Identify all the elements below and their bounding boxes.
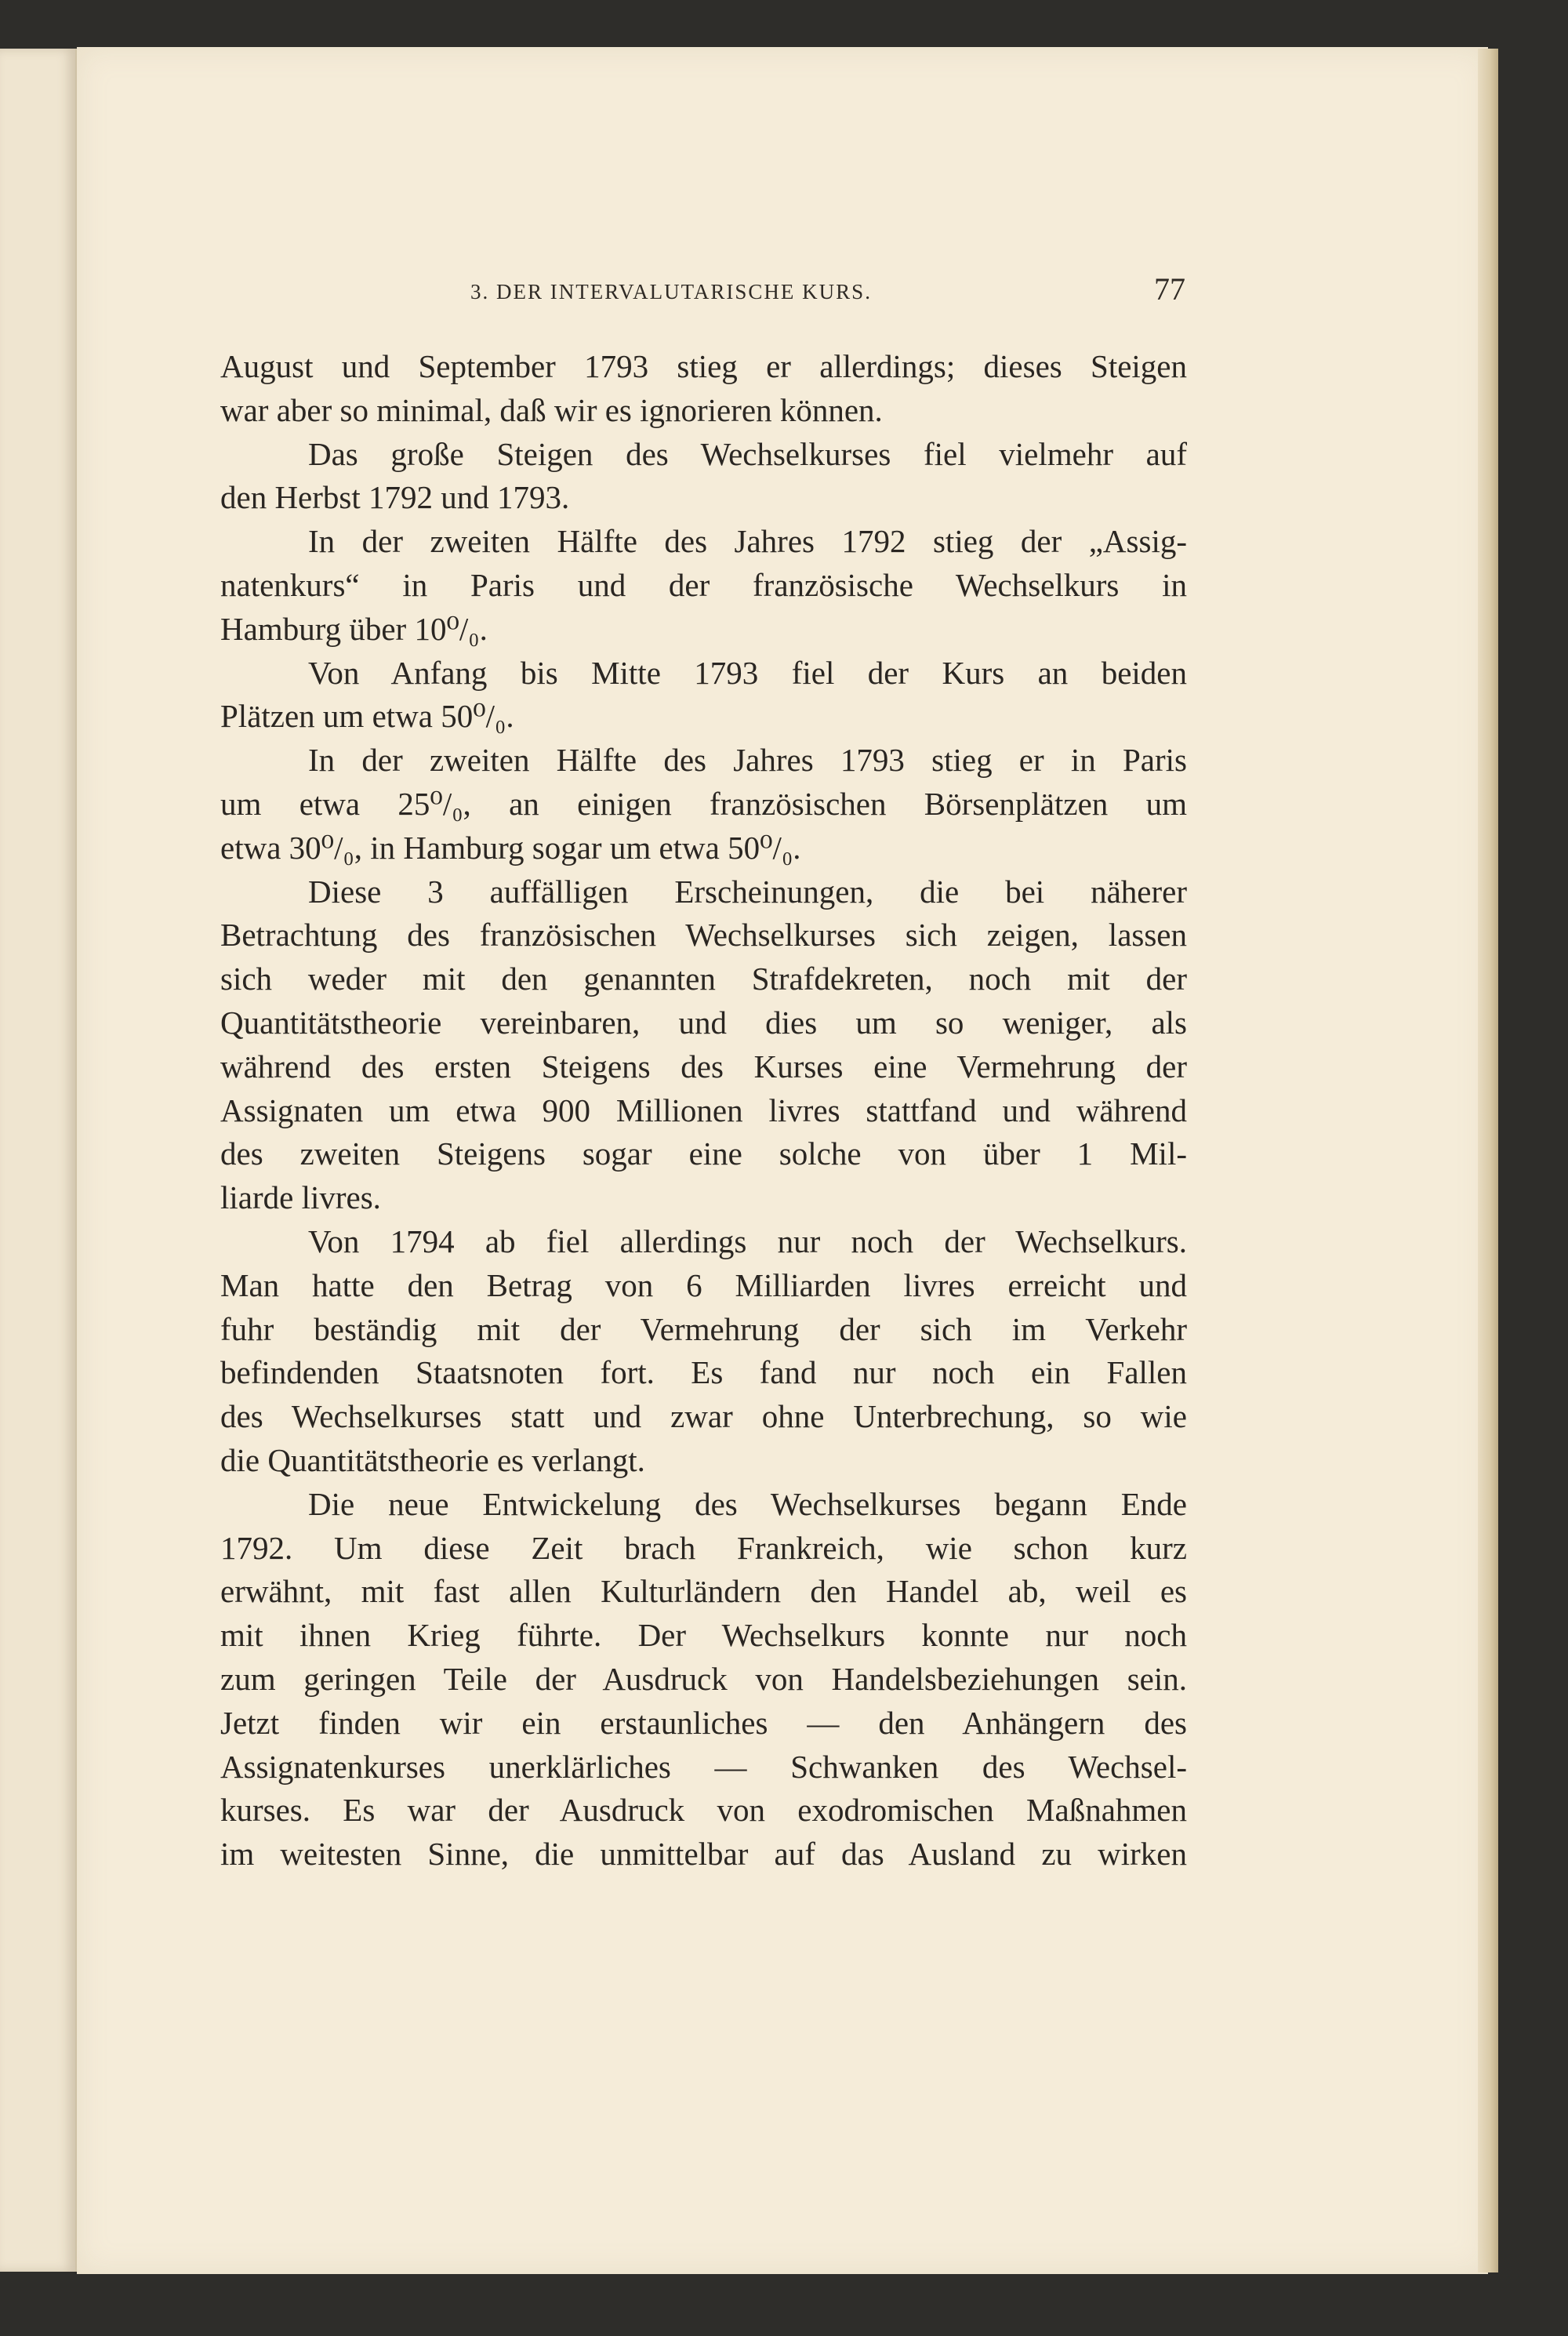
facing-page-edge	[0, 49, 78, 2272]
text-line: Assignatenkurses unerklärliches — Schwanken des Wechsel-	[220, 1748, 1187, 1785]
text-line: Von 1794 ab fiel allerdings nur noch der Wechselkurs.	[308, 1222, 1187, 1259]
text-line: Betrachtung des französischen Wechselkurses sich zeigen, lassen	[220, 917, 1187, 954]
text-line: kurses. Es war der Ausdruck von exodromischen Maßnahmen	[220, 1792, 1187, 1829]
text-line: Diese 3 auffälligen Erscheinungen, die bei näherer	[308, 873, 1187, 910]
text-line: befindenden Staatsnoten fort. Es fand nur noch ein Fallen	[220, 1354, 1187, 1391]
text-line: des Wechselkurses statt und zwar ohne Unterbrechung, so wie	[220, 1398, 1187, 1435]
text-line: Hamburg über 10⁰/₀.	[220, 610, 488, 647]
text-line: um etwa 25⁰/₀, an einigen französischen Börsenplätzen um	[220, 785, 1187, 822]
page-header	[470, 271, 1192, 314]
text-line: natenkurs“ in Paris und der französische Wechselkurs in	[220, 566, 1187, 603]
text-line: zum geringen Teile der Ausdruck von Handelsbeziehungen sein.	[220, 1660, 1187, 1697]
text-line: des zweiten Steigens sogar eine solche von über 1 Mil-	[220, 1135, 1187, 1172]
paragraph-4	[220, 652, 1187, 739]
text-line: August und September 1793 stieg er allerdings; dieses Steigen	[220, 348, 1187, 384]
text-line: Quantitätstheorie vereinbaren, und dies um so weniger, als	[220, 1004, 1187, 1041]
text-line: liarde livres.	[220, 1179, 381, 1216]
text-line: etwa 30⁰/₀, in Hamburg sogar um etwa 50⁰/₀.	[220, 829, 801, 866]
text-line: während des ersten Steigens des Kurses eine Vermehrung der	[220, 1048, 1187, 1084]
text-line: erwähnt, mit fast allen Kulturländern den Handel ab, weil es	[220, 1573, 1187, 1610]
text-line: den Herbst 1792 und 1793.	[220, 479, 570, 516]
text-line: In der zweiten Hälfte des Jahres 1793 stieg er in Paris	[308, 742, 1187, 779]
text-line: mit ihnen Krieg führte. Der Wechselkurs konnte nur noch	[220, 1617, 1187, 1654]
text-line: fuhr beständig mit der Vermehrung der sich im Verkehr	[220, 1310, 1187, 1347]
text-line: Die neue Entwickelung des Wechselkurses begann Ende	[308, 1485, 1187, 1522]
page-number: 77	[1154, 271, 1185, 307]
text-line: Das große Steigen des Wechselkurses fiel vielmehr auf	[308, 435, 1187, 472]
running-head: 3. DER INTERVALUTARISCHE KURS.	[470, 280, 872, 303]
paragraph-6	[220, 870, 1187, 1220]
text-line: sich weder mit den genannten Strafdekreten, noch mit der	[220, 961, 1187, 997]
text-line: Plätzen um etwa 50⁰/₀.	[220, 698, 514, 735]
text-line: die Quantitätstheorie es verlangt.	[220, 1441, 645, 1478]
text-line: 1792. Um diese Zeit brach Frankreich, wie schon kurz	[220, 1529, 1187, 1566]
paragraph-7	[220, 1220, 1187, 1483]
page-fore-edge	[1478, 49, 1498, 2272]
text-line: war aber so minimal, daß wir es ignorieren können.	[220, 391, 883, 428]
text-line: Von Anfang bis Mitte 1793 fiel der Kurs an beiden	[308, 654, 1187, 691]
text-line: Assignaten um etwa 900 Millionen livres stattfand und während	[220, 1092, 1187, 1128]
paragraph-8	[220, 1483, 1187, 1876]
text-line: Jetzt finden wir ein erstaunliches — den Anhängern des	[220, 1704, 1187, 1741]
text-line: Man hatte den Betrag von 6 Milliarden livres erreicht und	[220, 1266, 1187, 1303]
text-line: In der zweiten Hälfte des Jahres 1792 stieg der „Assig-	[308, 523, 1187, 560]
paragraph-3	[220, 520, 1187, 651]
paragraph-1	[220, 345, 1187, 433]
text-line: im weitesten Sinne, die unmittelbar auf das Ausland zu wirken	[220, 1836, 1187, 1873]
paragraph-5	[220, 739, 1187, 870]
paragraph-2	[220, 433, 1187, 521]
body-text	[220, 345, 1187, 1876]
